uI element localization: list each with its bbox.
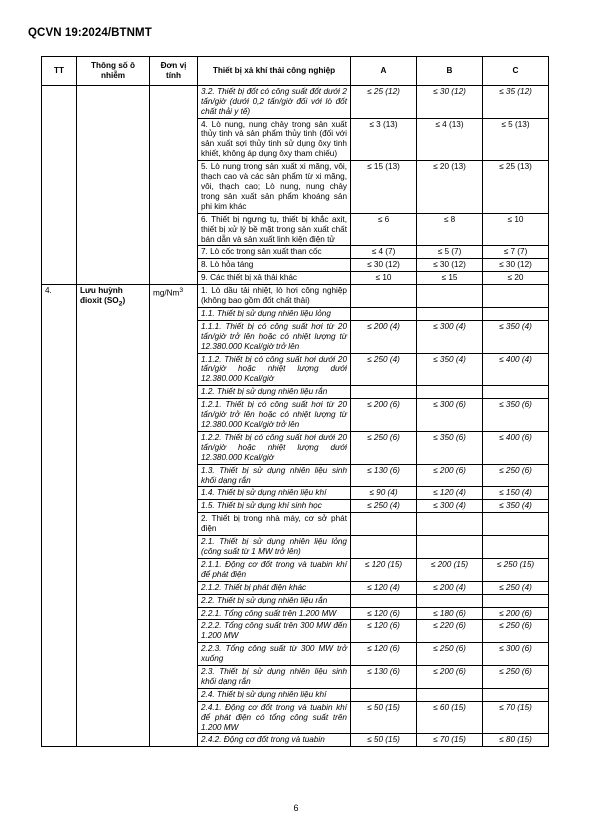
limit-a-cell: ≤ 4 (7) xyxy=(351,246,417,259)
limit-b-cell: ≤ 15 xyxy=(417,272,483,285)
limit-b-cell: ≤ 120 (4) xyxy=(417,487,483,500)
limit-a-cell xyxy=(351,386,417,399)
col-header-c: C xyxy=(483,57,549,86)
device-cell: 2.2.3. Tổng công suất từ 300 MW trở xuống xyxy=(198,643,351,666)
limit-b-cell: ≤ 4 (13) xyxy=(417,118,483,161)
limit-c-cell: ≤ 20 xyxy=(483,272,549,285)
device-cell: 2.1.1. Động cơ đốt trong và tuabin khí để phát điện xyxy=(198,558,351,581)
limit-c-cell: ≤ 30 (12) xyxy=(483,259,549,272)
limit-b-cell: ≤ 70 (15) xyxy=(417,734,483,747)
table-row xyxy=(42,85,549,118)
device-cell: 2.4.2. Động cơ đốt trong và tuabin xyxy=(198,734,351,747)
table-row xyxy=(42,285,549,308)
limit-c-cell: ≤ 25 (13) xyxy=(483,161,549,214)
limit-c-cell: ≤ 300 (6) xyxy=(483,643,549,666)
param-name-subscript: 2 xyxy=(118,300,123,308)
limit-c-cell xyxy=(483,688,549,701)
limit-b-cell: ≤ 350 (4) xyxy=(417,353,483,386)
limit-a-cell xyxy=(351,307,417,320)
limit-a-cell: ≤ 200 (6) xyxy=(351,399,417,432)
limit-b-cell: ≤ 250 (6) xyxy=(417,643,483,666)
param-name-end: ) xyxy=(122,296,126,306)
limit-b-cell: ≤ 200 (6) xyxy=(417,666,483,689)
device-cell: 1.2.2. Thiết bị có công suất hơi dưới 20 tấn/giờ hoặc nhiệt lượng dưới 12.380.000 Kcal/giờ xyxy=(198,431,351,464)
limit-a-cell: ≤ 120 (4) xyxy=(351,581,417,594)
limit-c-cell: ≤ 250 (4) xyxy=(483,581,549,594)
limit-b-cell: ≤ 200 (4) xyxy=(417,581,483,594)
limit-c-cell: ≤ 250 (15) xyxy=(483,558,549,581)
param-name-cell xyxy=(77,285,150,747)
device-cell: 2.1. Thiết bị sử dụng nhiên liệu lỏng (công suất từ 1 MW trở lên) xyxy=(198,536,351,559)
limit-c-cell: ≤ 350 (4) xyxy=(483,500,549,513)
device-cell: 4. Lò nung, nung chảy trong sản xuất thủy tinh và sản phẩm thủy tinh (đối với sản xuất sợi thủy tinh sử dụng ôxy tinh khiết, không áp dụng ôxy tham chiếu) xyxy=(198,118,351,161)
limit-a-cell: ≤ 25 (12) xyxy=(351,85,417,118)
limit-b-cell xyxy=(417,594,483,607)
limit-a-cell: ≤ 3 (13) xyxy=(351,118,417,161)
limit-a-cell: ≤ 130 (6) xyxy=(351,666,417,689)
limit-a-cell: ≤ 50 (15) xyxy=(351,734,417,747)
limit-c-cell: ≤ 10 xyxy=(483,213,549,246)
col-header-unit: Đơn vị tính xyxy=(150,57,198,86)
limit-b-cell: ≤ 5 (7) xyxy=(417,246,483,259)
device-cell: 1.1.1. Thiết bị có công suất hơi từ 20 tấn/giờ trở lên hoặc có nhiệt lượng từ 12.380.000 Kcal/giờ trở lên xyxy=(198,320,351,353)
device-cell: 2.1.2. Thiết bị phát điện khác xyxy=(198,581,351,594)
unit-text: mg/Nm xyxy=(153,288,180,298)
tt-cell xyxy=(42,85,77,284)
emission-limits-table xyxy=(41,56,549,747)
device-cell: 1.3. Thiết bị sử dụng nhiên liệu sinh khối dạng rắn xyxy=(198,464,351,487)
limit-b-cell: ≤ 8 xyxy=(417,213,483,246)
device-cell: 1.2.1. Thiết bị có công suất hơi từ 20 tấn/giờ trở lên hoặc có nhiệt lượng từ 12.380.000 Kcal/giờ trở lên xyxy=(198,399,351,432)
limit-b-cell: ≤ 220 (6) xyxy=(417,620,483,643)
col-header-device: Thiết bị xả khí thải công nghiệp xyxy=(198,57,351,86)
device-cell: 1.1. Thiết bị sử dụng nhiên liệu lỏng xyxy=(198,307,351,320)
device-cell: 2.2. Thiết bị sử dụng nhiên liệu rắn xyxy=(198,594,351,607)
limit-c-cell xyxy=(483,536,549,559)
device-cell: 1.5. Thiết bị sử dụng khí sinh học xyxy=(198,500,351,513)
limit-c-cell: ≤ 400 (4) xyxy=(483,353,549,386)
limit-c-cell xyxy=(483,594,549,607)
limit-b-cell xyxy=(417,386,483,399)
limit-c-cell: ≤ 250 (6) xyxy=(483,464,549,487)
limit-a-cell: ≤ 120 (6) xyxy=(351,620,417,643)
limit-c-cell xyxy=(483,307,549,320)
device-cell: 2.4. Thiết bị sử dụng nhiên liệu khí xyxy=(198,688,351,701)
limit-c-cell: ≤ 350 (6) xyxy=(483,399,549,432)
limit-b-cell xyxy=(417,536,483,559)
limit-a-cell: ≤ 130 (6) xyxy=(351,464,417,487)
device-cell: 2.4.1. Động cơ đốt trong và tuabin khí để phát điện có tổng công suất trên 1.200 MW xyxy=(198,701,351,734)
limit-b-cell xyxy=(417,513,483,536)
limit-b-cell: ≤ 300 (4) xyxy=(417,500,483,513)
limit-a-cell xyxy=(351,536,417,559)
limit-a-cell: ≤ 250 (4) xyxy=(351,353,417,386)
device-cell: 1. Lò dầu tải nhiệt, lò hơi công nghiệp (không bao gồm đốt chất thải) xyxy=(198,285,351,308)
limit-b-cell: ≤ 30 (12) xyxy=(417,259,483,272)
limit-c-cell: ≤ 7 (7) xyxy=(483,246,549,259)
limit-a-cell: ≤ 120 (6) xyxy=(351,643,417,666)
limit-b-cell xyxy=(417,285,483,308)
limit-c-cell: ≤ 35 (12) xyxy=(483,85,549,118)
device-cell: 5. Lò nung trong sản xuất xi măng, vôi, thạch cao và các sản phẩm từ xi măng, vôi, thạch cao; Lò nung, nung chảy trong sản xuất sản phẩm khoáng sản phi kim khác xyxy=(198,161,351,214)
device-cell: 1.4. Thiết bị sử dụng nhiên liệu khí xyxy=(198,487,351,500)
limit-a-cell: ≤ 120 (6) xyxy=(351,607,417,620)
limit-b-cell: ≤ 200 (15) xyxy=(417,558,483,581)
limit-c-cell: ≤ 70 (15) xyxy=(483,701,549,734)
limit-c-cell: ≤ 350 (4) xyxy=(483,320,549,353)
col-header-param: Thông số ô nhiễm xyxy=(77,57,150,86)
table-body-so2 xyxy=(42,285,549,747)
page-number: 6 xyxy=(293,803,299,813)
device-cell: 9. Các thiết bị xả thải khác xyxy=(198,272,351,285)
limit-a-cell xyxy=(351,285,417,308)
device-cell: 2.2.1. Tổng công suất trên 1.200 MW xyxy=(198,607,351,620)
unit-superscript: 3 xyxy=(179,287,184,295)
param-cell xyxy=(77,85,150,284)
limit-b-cell xyxy=(417,307,483,320)
limit-c-cell: ≤ 250 (6) xyxy=(483,666,549,689)
limit-a-cell: ≤ 30 (12) xyxy=(351,259,417,272)
limit-a-cell: ≤ 15 (13) xyxy=(351,161,417,214)
device-cell: 7. Lò cốc trong sản xuất than cốc xyxy=(198,246,351,259)
param-name-text: Lưu huỳnh đioxit (SO xyxy=(80,286,123,306)
unit-cell xyxy=(150,285,198,747)
limit-c-cell: ≤ 400 (6) xyxy=(483,431,549,464)
limit-c-cell xyxy=(483,513,549,536)
limit-b-cell xyxy=(417,688,483,701)
limit-c-cell: ≤ 200 (6) xyxy=(483,607,549,620)
col-header-a: A xyxy=(351,57,417,86)
device-cell: 1.2. Thiết bị sử dụng nhiên liệu rắn xyxy=(198,386,351,399)
limit-a-cell: ≤ 10 xyxy=(351,272,417,285)
limit-a-cell xyxy=(351,513,417,536)
limit-a-cell xyxy=(351,594,417,607)
limit-a-cell: ≤ 50 (15) xyxy=(351,701,417,734)
limit-c-cell: ≤ 250 (6) xyxy=(483,620,549,643)
limit-b-cell: ≤ 60 (15) xyxy=(417,701,483,734)
device-cell: 2. Thiết bị trong nhà máy, cơ sở phát điện xyxy=(198,513,351,536)
limit-a-cell: ≤ 90 (4) xyxy=(351,487,417,500)
limit-b-cell: ≤ 30 (12) xyxy=(417,85,483,118)
device-cell: 8. Lò hỏa táng xyxy=(198,259,351,272)
limit-c-cell: ≤ 80 (15) xyxy=(483,734,549,747)
tt-cell: 4. xyxy=(42,285,77,747)
limit-b-cell: ≤ 200 (6) xyxy=(417,464,483,487)
device-cell: 2.3. Thiết bị sử dụng nhiên liệu sinh khối dạng rắn xyxy=(198,666,351,689)
table-header-row xyxy=(42,57,549,86)
device-cell: 3.2. Thiết bị đốt có công suất đốt dưới 2 tấn/giờ (dưới 0,2 tấn/giờ đối với lò đốt chất thải y tế) xyxy=(198,85,351,118)
limit-c-cell: ≤ 150 (4) xyxy=(483,487,549,500)
limit-b-cell: ≤ 300 (4) xyxy=(417,320,483,353)
limit-a-cell: ≤ 250 (4) xyxy=(351,500,417,513)
limit-a-cell: ≤ 120 (15) xyxy=(351,558,417,581)
col-header-b: B xyxy=(417,57,483,86)
device-cell: 1.1.2. Thiết bị có công suất hơi dưới 20 tấn/giờ hoặc nhiệt lượng dưới 12.380.000 Kcal/giờ xyxy=(198,353,351,386)
limit-a-cell: ≤ 250 (6) xyxy=(351,431,417,464)
table-body-continued xyxy=(42,85,549,284)
limit-a-cell: ≤ 6 xyxy=(351,213,417,246)
col-header-tt: TT xyxy=(42,57,77,86)
limit-b-cell: ≤ 180 (6) xyxy=(417,607,483,620)
limit-c-cell: ≤ 5 (13) xyxy=(483,118,549,161)
limit-a-cell xyxy=(351,688,417,701)
limit-c-cell xyxy=(483,285,549,308)
device-cell: 6. Thiết bị ngưng tụ, thiết bị khắc axit, thiết bị xử lý bề mặt trong sản xuất chất bán dẫn và sản xuất linh kiện điện tử xyxy=(198,213,351,246)
limit-b-cell: ≤ 350 (6) xyxy=(417,431,483,464)
limit-b-cell: ≤ 300 (6) xyxy=(417,399,483,432)
limit-a-cell: ≤ 200 (4) xyxy=(351,320,417,353)
device-cell: 2.2.2. Tổng công suất trên 300 MW đến 1.200 MW xyxy=(198,620,351,643)
document-code-header: QCVN 19:2024/BTNMT xyxy=(28,27,152,39)
limit-b-cell: ≤ 20 (13) xyxy=(417,161,483,214)
limit-c-cell xyxy=(483,386,549,399)
unit-cell xyxy=(150,85,198,284)
